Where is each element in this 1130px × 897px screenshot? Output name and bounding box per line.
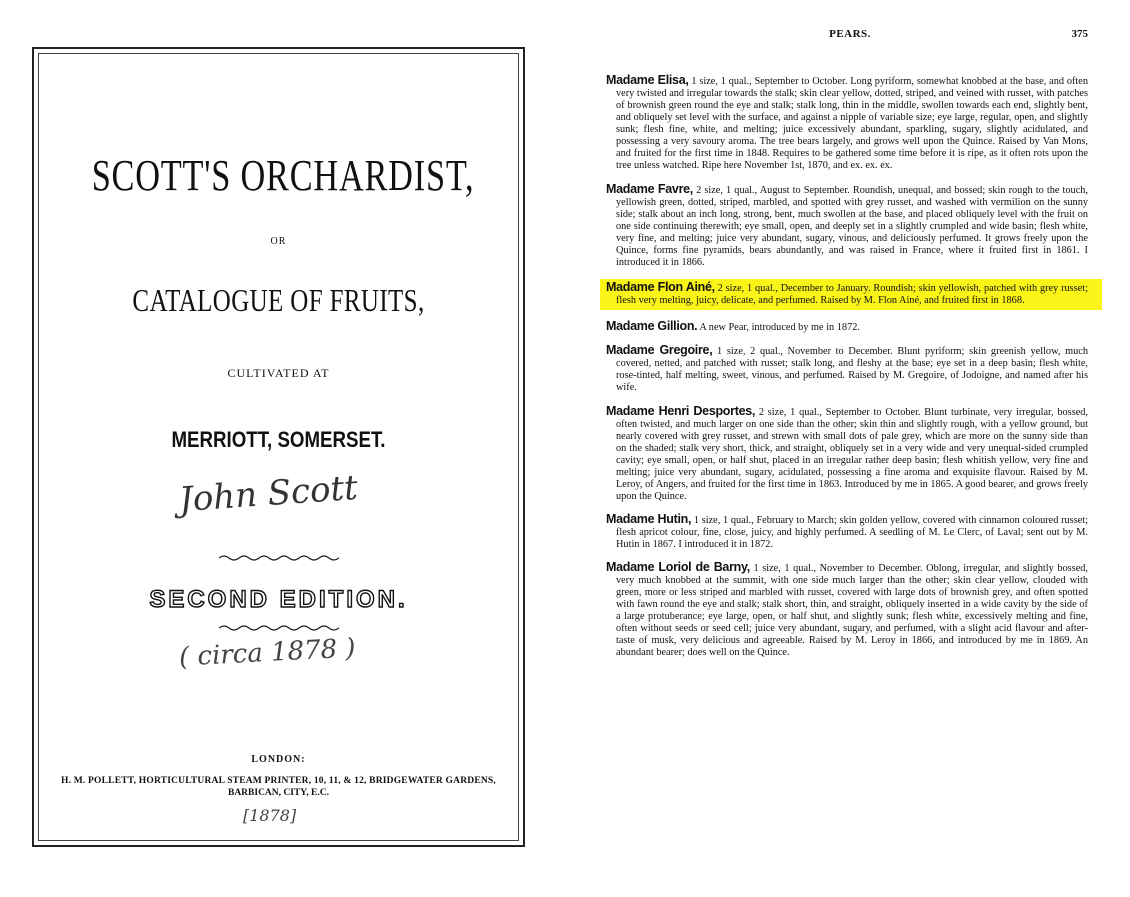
or-text: OR — [270, 236, 287, 247]
entry — [606, 561, 1088, 659]
variety-name: Madame Favre, — [606, 181, 693, 196]
title-page — [32, 47, 525, 847]
entry-highlighted — [600, 279, 1102, 310]
imprint-printer: H. M. POLLETT, HORTICULTURAL STEAM PRINTER, 10, 11, & 12, BRIDGEWATER GARDENS, — [60, 776, 496, 786]
entry-description: 1 size, 2 qual., November to December. Blunt pyriform; skin greenish yellow, much covered, netted, and patched with russet; stalk long, and fleshy at the base; eye set in a deep basin; flesh white, rose-tinted, half melting, sweet, vinous, and perfumed. Raised by M. Gregoire, of Jodoigne, and named after his wife. — [616, 346, 1088, 394]
entry — [606, 405, 1088, 503]
variety-name: Madame Gregoire, — [606, 343, 713, 358]
edition-text: SECOND EDITION. — [149, 586, 408, 613]
entry-description: 1 size, 1 qual., September to October. Long pyriform, somewhat knobbed at the base, and often very twisted and irregular towards the stalk; skin clear yellow, dotted, striped, and veined with russet, with patches of brownish green round the eye and stalk; stalk long, thin in the middle, swollen towards each end, slightly bent, and obliquely set level with the surface, and against a nipple of variable size; eye large, regular, open, and slightly sunk; flesh fine, white, and melting; juice excessively abundant, sparkling, sugary, slightly acidulated, and possessing a very savoury aroma. The tree bears largely, and grows well upon the Quince. Raised by Van Mons, and fruited for the first time in 1848. Requires to be gathered some time before it is ripe, as it often rots upon the tree unless watched. Ripe here November 1st, 1870, and ex. ex. ex. — [616, 76, 1089, 172]
entry-description: 2 size, 1 qual., August to September. Roundish, unequal, and bossed; skin rough to the touch, yellowish green, dotted, striped, marbled, and spotted with grey russet, and washed with vermilion on the sunny side; stalk about an inch long, strong, bent, much swollen at the base, and placed obliquely level with the fruit on one side continuing therewith; eye small, open, and deeply set in a slightly crumpled and wide basin; flesh white, very fine, and melting; juice very abundant, sugary, vinous, and deliciously perfumed. It grows freely upon the Quince, forms fine pyramids, bears abundantly, and was raised in France, where it fruited first in 1861. I introduced it in 1866. — [616, 184, 1088, 268]
entry — [606, 320, 1088, 334]
place-text: MERRIOTT, SOMERSET. — [171, 427, 386, 452]
entry-description: 2 size, 1 qual., September to October. Blunt turbinate, very irregular, bossed, often twisted, and much larger on one side than the other; skin thin and slightly rough, with a yellow ground, but nearly covered with grey russet, and strewn with small dots of pale grey, which are more on the sunny side than on the shaded; stalk very short, thick, and straight, obliquely set in a very wide and very unequal-sided crumpled cavity; eye small, open, or half shut, placed in an irregular rather deep basin; flesh whitish yellow, very fine and melting; juice very abundant, sugary, acidulated, possessing a fine aroma and exquisite flavour. Raised by M. Leroy, of Angers, and fruited for the first time in 1863. Introduced by me in 1865. A good bearer, and grows freely upon the Quince. — [616, 406, 1088, 502]
variety-name: Madame Elisa, — [606, 73, 689, 88]
entry — [606, 183, 1088, 269]
running-title: PEARS. — [829, 28, 871, 40]
imprint-city: LONDON: — [251, 754, 306, 765]
decorative-rule — [39, 554, 518, 562]
handwritten-year: [1878] — [243, 806, 297, 825]
variety-name: Madame Gillion. — [606, 319, 698, 334]
book-title: SCOTT'S ORCHARDIST, — [91, 151, 475, 200]
decorative-rule — [39, 624, 518, 632]
book-subtitle: CATALOGUE OF FRUITS, — [132, 282, 425, 318]
entry-description: A new Pear, introduced by me in 1872. — [697, 322, 860, 334]
title-page-inner-border — [38, 53, 519, 841]
handwritten-date: ( circa 1878 ) — [178, 633, 357, 673]
variety-name: Madame Loriol de Barny, — [606, 560, 750, 575]
entry-list — [606, 64, 1088, 669]
handwritten-signature: John Scott — [177, 467, 360, 521]
cultivated-text: CULTIVATED AT — [227, 366, 330, 380]
book-page — [600, 0, 1100, 897]
entry — [606, 513, 1088, 551]
entry-description: 2 size, 1 qual., December to January. Roundish; skin yellowish, patched with grey russet; flesh very melting, juicy, delicate, and perfumed. Raised by M. Flon Ainé, and fruited first in 1868. — [616, 282, 1088, 306]
entry-description: 1 size, 1 qual., February to March; skin golden yellow, covered with cinnamon coloured russet; flesh apricot colour, fine, close, juicy, and highly perfumed. A seedling of M. Le Clerc, of Laval; sent out by M. Hutin in 1867. I introduced it in 1872. — [616, 515, 1088, 551]
variety-name: Madame Hutin, — [606, 512, 692, 527]
page-header — [600, 28, 1100, 44]
variety-name: Madame Henri Desportes, — [606, 403, 756, 418]
entry — [606, 344, 1088, 394]
imprint-address: BARBICAN, CITY, E.C. — [227, 788, 329, 798]
page-number: 375 — [1071, 28, 1088, 40]
entry — [606, 74, 1088, 172]
variety-name: Madame Flon Ainé, — [606, 279, 715, 294]
entry-description: 1 size, 1 qual., November to December. Oblong, irregular, and slightly bossed, very much knobbed at the summit, with one side much larger than the other; skin clear yellow, clouded with green, more or less striped and marbled with russet, covered with large dots of brownish grey, and often spotted with fawn round the eye and stalk; stalk short, thin, and straight, obliquely inserted in a wide cavity by the side of a large protuberance; eye large, open, or half shut, and slightly sunk; flesh white, excessively melting and fine, often without seeds or seed cell; juice very abundant, sugary, and perfumed, with a slight acid flavour and after-taste of musk, very delicious and agreeable. Raised by M. Leroy in 1866, and introduced by me in 1869. An abundant bearer; does well on the Quince. — [616, 563, 1088, 659]
